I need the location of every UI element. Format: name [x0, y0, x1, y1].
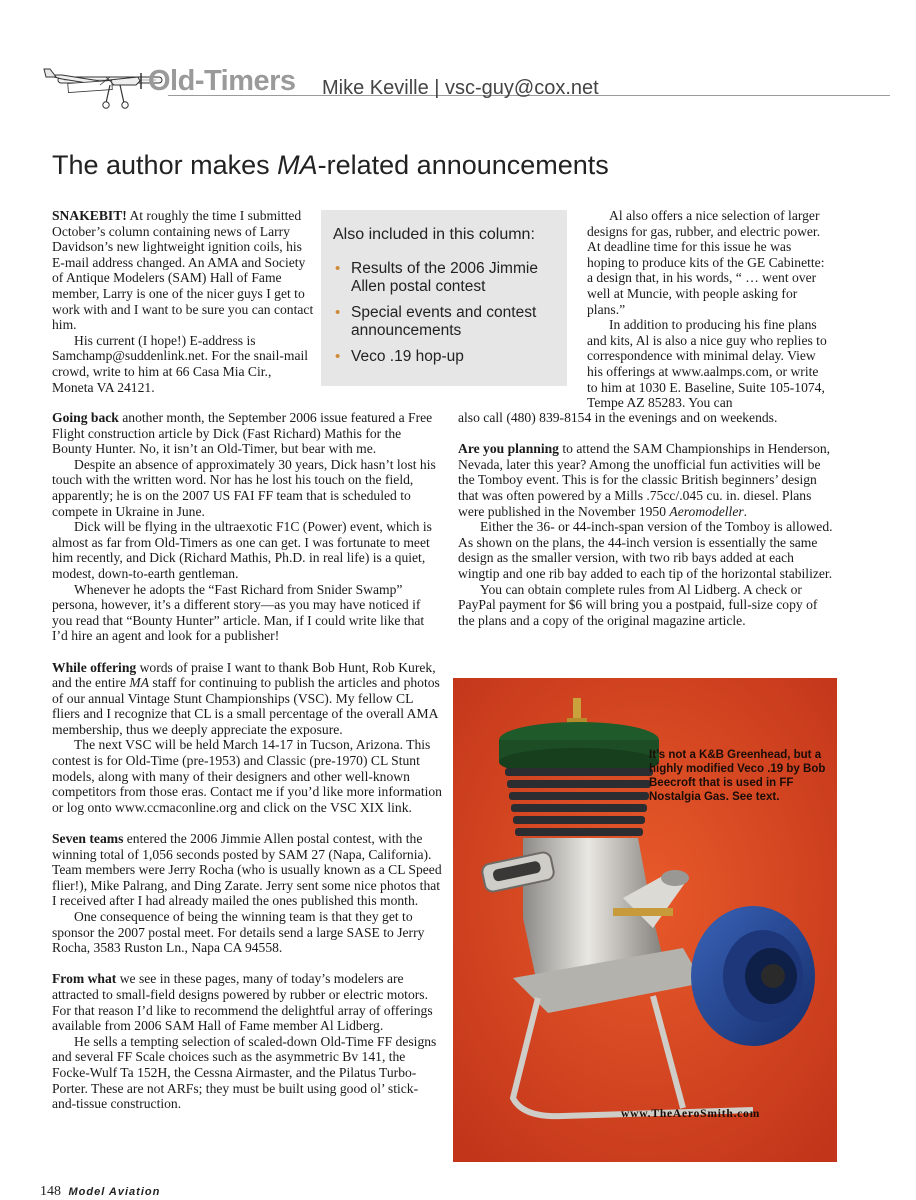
sidebar-item-text: Veco .19 hop-up	[351, 348, 464, 365]
paragraph-text: words of praise I want to thank Bob Hunt, Rob Kurek, and the entire	[52, 659, 436, 691]
paragraph	[458, 441, 834, 519]
engine-cylinder-head	[499, 722, 659, 776]
sidebar-item	[333, 348, 561, 366]
sidebar-box	[321, 210, 567, 386]
paragraph: One consequence of being the winning team is that they get to sponsor the 2007 postal meet. For details send a large SASE to Jerry Rocha, 3583 Ruston Ln., Napa CA 94558.	[52, 909, 425, 956]
paragraph-text: At roughly the time I submitted October’s column containing news of Larry Davidson’s new lightweight ignition coils, his E-mail address changed. An AMA and Society of Antique Modelers (SAM) Hall of Fame member, Larry is one of the nicer guys I get to work with and I want to be sure you can contact him.	[52, 208, 314, 333]
sidebar-item-text: Results of the 2006 Jimmie Allen postal contest	[351, 260, 538, 295]
column-1	[52, 410, 442, 1112]
section-lead: From what	[52, 971, 117, 987]
bullet-icon: •	[335, 304, 341, 321]
headline-text: The author makes	[52, 150, 278, 180]
paragraph: Whenever he adopts the “Fast Richard from Snider Swamp” persona, however, it’s a different story—as you may have noticed if you read that “Bounty Hunter” article. Man, if I could write like that I’d hire an agent and look for a publisher!	[52, 581, 425, 644]
page-footer	[40, 1184, 160, 1200]
photo-caption: It’s not a K&B Greenhead, but a highly modified Veco .19 by Bob Beecroft that is used in FF Nostalgia Gas. See text.	[649, 749, 826, 803]
page-headline	[52, 150, 609, 181]
paragraph: Despite an absence of approximately 30 years, Dick hasn’t lost his touch with the written word. Nor has he lost his touch on the field, apparently; he is on the 2007 US FAI FF team that is scheduled to compete in Ukraine in June.	[52, 456, 436, 519]
section-lead: Going back	[52, 410, 119, 425]
paragraph: He sells a tempting selection of scaled-down Old-Time FF designs and several FF Scale choices such as the asymmetric Bv 141, the Focke-Wulf Ta 152H, the Cessna Airmaster, and the Pilatus Turbo-Porter. These are not ARFs; they must be built using good ol’ stick-and-tissue construction.	[52, 1033, 437, 1112]
paragraph	[52, 410, 442, 457]
headline-text-end: -related announcements	[317, 150, 609, 180]
paragraph: Either the 36- or 44-inch-span version of the Tomboy is allowed. As shown on the plans, the 44-inch version is essentially the same design as the smaller version, with two rib bays added at each wingtip and one rib bay added to each tip of the horizontal stabilizer.	[458, 519, 833, 581]
paragraph: The next VSC will be held March 14-17 in Tucson, Arizona. This contest is for Old-Time (pre-1953) and Classic (pre-1970) CL Stunt models, along with many of their designers and other well-known competitors from those eras. Contact me if you’d like more information or log onto www.ccmaconline.org and click on the VSC XIX link.	[52, 737, 442, 815]
column-header	[40, 55, 892, 115]
sidebar-item	[333, 260, 561, 296]
engine-backplate	[691, 906, 815, 1046]
paragraph: His current (I hope!) E-address is Samchamp@suddenlink.net. For the snail-mail crowd, write to him at 66 Casa Mia Cir., Moneta VA 24121.	[52, 332, 309, 395]
paragraph	[52, 971, 442, 1033]
page-number: 148	[40, 1184, 61, 1199]
paragraph-text: entered the 2006 Jimmie Allen postal contest, with the winning total of 1,056 seconds posted by SAM 27 (Napa, California). Team members were Jerry Rocha (who is usually known as a CL Speed flier!), Mike Palrang, and Ding Zarate. Jerry sent some nice photos that I received after I had already mailed the ones published this month.	[52, 831, 442, 909]
paragraph: also call (480) 839-8154 in the evenings and on weekends.	[458, 410, 778, 425]
paragraph: You can obtain complete rules from Al Lidberg. A check or PayPal payment for $6 will bring you a postpaid, full-size copy of the plans and a copy of the original magazine article.	[458, 581, 818, 628]
section-lead: SNAKEBIT!	[52, 208, 127, 223]
section-lead: Seven teams	[52, 831, 124, 847]
paragraph	[52, 660, 442, 738]
section-lead: Are you planning	[458, 441, 559, 457]
paragraph: Dick will be flying in the ultraexotic F1C (Power) event, which is almost as far from Old-Timers as one can get. I was fortunate to meet him recently, and Dick (Richard Mathis, Ph.D. in real life) is a quiet, modest, down-to-earth gentleman.	[52, 519, 432, 581]
sidebar-title: Also included in this column:	[333, 226, 535, 243]
paragraph-text: to attend the SAM Championships in Henderson, Nevada, later this year? Among the unofficial fun activities will be the Tomboy event. This is for the classic British beginners’ design that was often powered by a Mills .75cc/.045 cu. in. diesel. Plans were published in the November 1950	[458, 441, 831, 519]
paragraph-text: staff for continuing to publish the articles and photos of our annual Vintage Stunt Championships (VSC). My fellow CL fliers and I recognize that CL is a small percentage of the overall AMA membership, thus we deeply appreciate the exposure.	[52, 675, 440, 737]
column-1-top	[52, 208, 314, 395]
italic-text: MA	[129, 675, 150, 691]
sidebar-item-text: Special events and contest announcements	[351, 304, 537, 339]
paragraph-text: another month, the September 2006 issue featured a Free Flight construction article by Dick (Fast Richard) Mathis for the Bounty Hunter. No, it isn’t an Old-Timer, but bear with me.	[52, 410, 433, 457]
sidebar-list	[333, 260, 561, 374]
paragraph: In addition to producing his fine plans and kits, Al is also a nice guy who replies to correspondence with minimal delay. View his offerings at www.aalmps.com, or write to him at 1030 E. Baseline, Suite 105-1074, Tempe AZ 85283. You can	[587, 317, 827, 411]
magazine-name: Model Aviation	[68, 1186, 161, 1198]
headline-italic: MA	[277, 150, 318, 180]
bullet-icon: •	[335, 348, 341, 365]
paragraph: Al also offers a nice selection of larger designs for gas, rubber, and electric power. At deadline time for this issue he was hoping to produce kits of the GE Cabinette: a design that, in his words, “ … went over well at Muncie, with people asking for plans.”	[587, 208, 825, 317]
column-name: Old-Timers	[148, 65, 296, 97]
column-2-top	[587, 208, 831, 411]
italic-text: Aeromodeller	[669, 503, 744, 519]
paragraph-text: we see in these pages, many of today’s modelers are attracted to small-field designs powered by rubber or electric motors. For that reason I’d like to recommend the delightful array of offerings available from 2006 SAM Hall of Fame member Al Lidberg.	[52, 971, 433, 1034]
paragraph-text: .	[743, 503, 748, 519]
paragraph	[52, 208, 314, 333]
author-byline: Mike Keville | vsc-guy@cox.net	[322, 77, 599, 99]
engine-photo	[453, 678, 837, 1162]
bullet-icon: •	[335, 260, 341, 277]
section-lead: While offering	[52, 659, 137, 675]
photo-credit: www.TheAeroSmith.com	[621, 1108, 761, 1120]
paragraph	[52, 831, 442, 909]
column-2	[458, 410, 834, 628]
sidebar-item	[333, 304, 561, 340]
